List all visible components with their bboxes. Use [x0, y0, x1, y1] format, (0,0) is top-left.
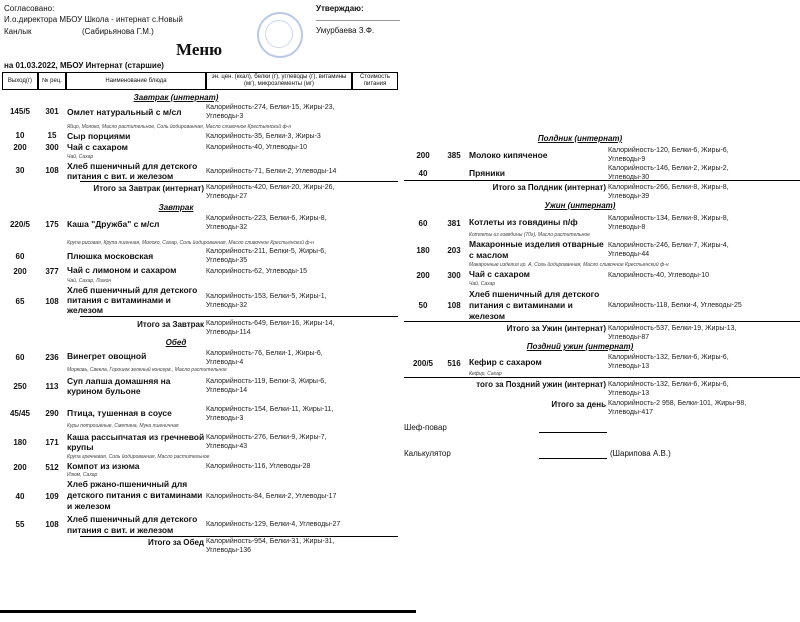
day-total-nutrients-2: Углеводы-417 — [608, 409, 654, 416]
dish-nutrients-2: Углеводы-8 — [608, 224, 646, 231]
dish-nutrients: Калорийность-84, Белки-2, Углеводы-17 — [206, 493, 337, 500]
dish-recipe: 109 — [45, 492, 59, 501]
divider — [404, 377, 800, 378]
dish-nutrients: Калорийность-129, Белки-4, Углеводы-27 — [206, 521, 341, 528]
section-total-nutrients: Калорийность-954, Белки-31, Жиры-31, — [206, 538, 335, 545]
dish-nutrients: Калорийность-153, Белки-5, Жиры-1, — [206, 293, 327, 300]
dish-ingredients: Куры потрошеные, Сметана, Мука пшеничная — [67, 423, 179, 429]
dish-output: 200 — [416, 271, 430, 280]
dish-nutrients: Калорийность-71, Белки-2, Углеводы-14 — [206, 168, 337, 175]
section-total-nutrients: Калорийность-132, Белки-6, Жиры-6, — [608, 381, 729, 388]
dish-recipe: 175 — [45, 220, 59, 229]
dish-name: Суп лапша домашняя на — [67, 376, 171, 386]
dish-ingredients: Изюм, Сахар — [67, 472, 98, 478]
section-total-nutrients: Калорийность-537, Белки-19, Жиры-13, — [608, 325, 737, 332]
dish-nutrients: Калорийность-116, Углеводы-28 — [206, 463, 311, 470]
section-title: Ужин (интернат) — [544, 201, 616, 210]
section-total-label: Итого за Завтрак (интернат) — [93, 184, 204, 193]
dish-name-2: питания с витаминами и — [67, 295, 171, 305]
approval-line-2: Канлык — [4, 27, 32, 36]
dish-nutrients: Калорийность-154, Белки-11, Жиры-11, — [206, 406, 334, 413]
dish-ingredients: Чай, Сахар — [67, 154, 94, 160]
section-total-label: Итого за Полдник (интернат) — [492, 183, 606, 192]
dish-nutrients-2: Углеводы-3 — [206, 415, 244, 422]
dish-nutrients: Калорийность-246, Белки-7, Жиры-4, — [608, 242, 729, 249]
col-header-recipe: № рец. — [38, 72, 66, 90]
approve-title: Утверждаю: — [316, 4, 364, 13]
col-header-nutrients: эн. цен. (ккал), белки (г), углеводы (г), витамины (мг), микроэлементы (мг) — [206, 72, 352, 90]
dish-output: 60 — [15, 252, 25, 261]
dish-nutrients-2: Углеводы-3 — [206, 113, 244, 120]
dish-recipe: 108 — [45, 520, 59, 529]
dish-output: 40 — [418, 169, 428, 178]
dish-name: Хлеб пшеничный для детского — [67, 514, 198, 524]
dish-recipe: 108 — [45, 297, 59, 306]
dish-name: Сыр порциями — [67, 131, 131, 141]
approval-title: Согласовано: — [4, 4, 55, 13]
dish-name: Омлет натуральный с м/сл — [67, 107, 182, 117]
dish-ingredients: Макаронные изделия гр. А, Соль йодированная, Масло сливочное Крестьянский ф-н — [469, 262, 669, 268]
section-title: Завтрак — [158, 203, 194, 212]
page-title: Меню — [176, 40, 223, 59]
dish-nutrients-2: Углеводы-35 — [206, 257, 248, 264]
dish-nutrients: Калорийность-146, Белки-2, Жиры-2, — [608, 165, 729, 172]
dish-output: 60 — [15, 353, 25, 362]
dish-output: 10 — [15, 131, 25, 140]
dish-recipe: 377 — [45, 267, 59, 276]
dish-nutrients-2: Углеводы-14 — [206, 387, 248, 394]
dish-nutrients: Калорийность-276, Белки-9, Жиры-7, — [206, 434, 327, 441]
dish-nutrients-2: Углеводы-4 — [206, 359, 244, 366]
dish-ingredients: Яйцо, Молоко, Масло растительное, Соль йодированная, Масло сливочное Крестьянский ф-н — [67, 124, 292, 130]
dish-recipe: 512 — [45, 463, 59, 472]
dish-name-2: детского питания с витаминами — [67, 490, 203, 500]
dish-name: Чай с лимоном и сахаром — [67, 265, 177, 275]
dish-name-2: питания с витаминами и — [469, 300, 573, 310]
dish-name: Кефир с сахаром — [469, 357, 542, 367]
dish-nutrients: Калорийность-40, Углеводы-10 — [608, 272, 709, 279]
dish-nutrients-2: Углеводы-43 — [206, 443, 248, 450]
dish-nutrients-2: Углеводы-13 — [608, 363, 650, 370]
dish-name: Компот из изюма — [67, 461, 140, 471]
dish-recipe: 301 — [45, 107, 59, 116]
dish-nutrients: Калорийность-119, Белки-3, Жиры-6, — [206, 378, 327, 385]
page-break-line — [0, 610, 416, 613]
day-total-nutrients: Калорийность-2 958, Белки-101, Жиры-98, — [608, 400, 747, 407]
dish-nutrients: Калорийность-40, Углеводы-10 — [206, 144, 307, 151]
dish-ingredients: Чай, Сахар — [469, 281, 496, 287]
chef-signature-line — [539, 432, 607, 433]
dish-nutrients: Калорийность-211, Белки-5, Жиры-6, — [206, 248, 327, 255]
dish-recipe: 236 — [45, 353, 59, 362]
dish-recipe: 108 — [45, 166, 59, 175]
dish-output: 65 — [15, 297, 25, 306]
section-total-nutrients-2: Углеводы-39 — [608, 193, 650, 200]
dish-name: Плюшка московская — [67, 251, 154, 261]
section-total-nutrients-2: Углеводы-87 — [608, 334, 650, 341]
day-total-label: Итого за день — [551, 400, 606, 409]
dish-ingredients: Крупа рисовая, Крупа пшенная, Молоко, Сахар, Соль йодированная, Масло сливочное Крестьянский ф-н — [67, 240, 314, 246]
dish-output: 145/5 — [9, 107, 31, 116]
dish-output: 200/5 — [412, 359, 434, 368]
section-total-label: Итого за Завтрак — [137, 320, 204, 329]
dish-nutrients: Калорийность-35, Белки-3, Жиры-3 — [206, 133, 321, 140]
dish-output: 200 — [13, 463, 27, 472]
section-total-nutrients-2: Углеводы-13 — [608, 390, 650, 397]
dish-name-2: курином бульоне — [67, 386, 141, 396]
dish-nutrients: Калорийность-76, Белки-1, Жиры-6, — [206, 350, 323, 357]
dish-recipe: 385 — [447, 151, 461, 160]
calculator-name: (Шарипова А.В.) — [610, 449, 671, 458]
dish-recipe: 108 — [447, 301, 461, 310]
dish-output: 60 — [418, 219, 428, 228]
section-total-nutrients-2: Углеводы-114 — [206, 329, 251, 336]
dish-recipe: 300 — [447, 271, 461, 280]
dish-name-2: питания с вит. и железом — [67, 525, 174, 535]
dish-ingredients: Крупа гречневая, Соль йодированная, Масло растительное — [67, 454, 210, 460]
dish-output: 200 — [13, 143, 27, 152]
divider — [80, 316, 398, 317]
section-title: Завтрак (интернат) — [133, 93, 219, 102]
dish-nutrients: Калорийность-274, Белки-15, Жиры-23, — [206, 104, 335, 111]
section-total-nutrients-2: Углеводы-136 — [206, 547, 252, 554]
dish-output: 50 — [418, 301, 428, 310]
dish-nutrients: Калорийность-62, Углеводы-15 — [206, 268, 307, 275]
dish-output: 180 — [13, 438, 27, 447]
dish-name: Молоко кипяченое — [469, 150, 548, 160]
dish-name: Чай с сахаром — [469, 269, 530, 279]
dish-output: 45/45 — [9, 409, 31, 418]
dish-name-3: железом — [469, 311, 506, 321]
dish-name-3: и железом — [67, 501, 111, 511]
dish-recipe: 113 — [45, 382, 59, 391]
dish-output: 200 — [416, 151, 430, 160]
dish-name-2: с маслом — [469, 250, 509, 260]
dish-ingredients: Кефир, Сахар — [469, 371, 502, 377]
dish-nutrients-2: Углеводы-44 — [608, 251, 650, 258]
dish-recipe: 381 — [447, 219, 461, 228]
signature-line — [316, 20, 400, 21]
calculator-label: Калькулятор — [404, 449, 451, 458]
dish-recipe: 171 — [45, 438, 59, 447]
page-subtitle: на 01.03.2022, МБОУ Интернат (старшие) — [4, 61, 164, 70]
section-title: Обед — [165, 338, 187, 347]
dish-name: Хлеб пшеничный для детского — [67, 161, 198, 171]
stamp-seal — [257, 12, 303, 58]
dish-nutrients-2: Углеводы-30 — [608, 174, 650, 181]
section-total-nutrients: Калорийность-420, Белки-20, Жиры-26, — [206, 184, 335, 191]
dish-nutrients: Калорийность-223, Белки-6, Жиры-8, — [206, 215, 327, 222]
dish-nutrients: Калорийность-132, Белки-6, Жиры-6, — [608, 354, 729, 361]
dish-recipe: 15 — [47, 131, 57, 140]
col-header-price: Стоимость питания — [352, 72, 398, 90]
dish-name-2: крупы — [67, 442, 94, 452]
dish-output: 40 — [15, 492, 25, 501]
dish-nutrients-2: Углеводы-32 — [206, 224, 248, 231]
dish-ingredients: Морковь, Свекла, Горошек зеленый консерв., Масло растительное — [67, 367, 227, 373]
dish-name: Котлеты из говядины п/ф — [469, 217, 578, 227]
dish-name: Каша "Дружба" с м/сл — [67, 219, 160, 229]
calculator-signature-line — [539, 458, 607, 459]
section-total-nutrients-2: Углеводы-27 — [206, 193, 248, 200]
approval-line-1: И.о.директора МБОУ Школа - интернат с.Новый — [4, 15, 183, 24]
dish-name: Хлеб пшеничный для детского — [469, 289, 600, 299]
dish-output: 30 — [15, 166, 25, 175]
approval-signature-name: (Сабирьянова Г.М.) — [82, 27, 154, 36]
section-total-nutrients: Калорийность-266, Белки-8, Жиры-8, — [608, 184, 729, 191]
dish-nutrients-2: Углеводы-32 — [206, 302, 248, 309]
dish-output: 200 — [13, 267, 27, 276]
dish-output: 250 — [13, 382, 27, 391]
section-total-label: того за Поздний ужин (интернат) — [476, 380, 606, 389]
section-total-nutrients: Калорийность-649, Белки-16, Жиры-14, — [206, 320, 335, 327]
dish-name-3: железом — [67, 305, 104, 315]
dish-nutrients: Калорийность-118, Белки-4, Углеводы-25 — [608, 302, 742, 309]
dish-name: Каша рассыпчатая из гречневой — [67, 432, 205, 442]
dish-name: Хлеб ржано-пшеничный для — [67, 479, 188, 489]
approve-name: Умурбаева З.Ф. — [316, 26, 375, 35]
dish-name: Винегрет овощной — [67, 351, 147, 361]
dish-output: 220/5 — [9, 220, 31, 229]
dish-name: Хлеб пшеничный для детского — [67, 285, 198, 295]
divider — [80, 181, 398, 182]
dish-output: 180 — [416, 246, 430, 255]
dish-nutrients: Калорийность-120, Белки-6, Жиры-6, — [608, 147, 729, 154]
section-total-label: Итого за Ужин (интернат) — [506, 324, 606, 333]
dish-ingredients: Котлеты из говядины (70г), Масло растительное — [469, 232, 590, 238]
dish-recipe: 203 — [447, 246, 461, 255]
dish-recipe: 300 — [45, 143, 59, 152]
dish-output: 55 — [15, 520, 25, 529]
dish-name: Пряники — [469, 168, 505, 178]
dish-name: Макаронные изделия отварные — [469, 239, 604, 249]
dish-ingredients: Чай, Сахар, Лимон — [67, 278, 112, 284]
dish-name: Птица, тушенная в соусе — [67, 408, 172, 418]
divider — [404, 180, 800, 181]
col-header-output: Выход(г) — [2, 72, 38, 90]
dish-recipe: 290 — [45, 409, 59, 418]
section-title: Поздний ужин (интернат) — [526, 342, 634, 351]
dish-nutrients-2: Углеводы-9 — [608, 156, 646, 163]
dish-recipe: 516 — [447, 359, 461, 368]
chef-label: Шеф-повар — [404, 423, 447, 432]
dish-name-2: питания с вит. и железом — [67, 171, 174, 181]
col-header-dish: Наименование блюда — [66, 72, 206, 90]
section-title: Полдник (интернат) — [537, 134, 623, 143]
dish-name: Чай с сахаром — [67, 142, 128, 152]
dish-nutrients: Калорийность-134, Белки-8, Жиры-8, — [608, 215, 729, 222]
section-total-label: Итого за Обед — [147, 538, 204, 547]
divider — [404, 321, 800, 322]
